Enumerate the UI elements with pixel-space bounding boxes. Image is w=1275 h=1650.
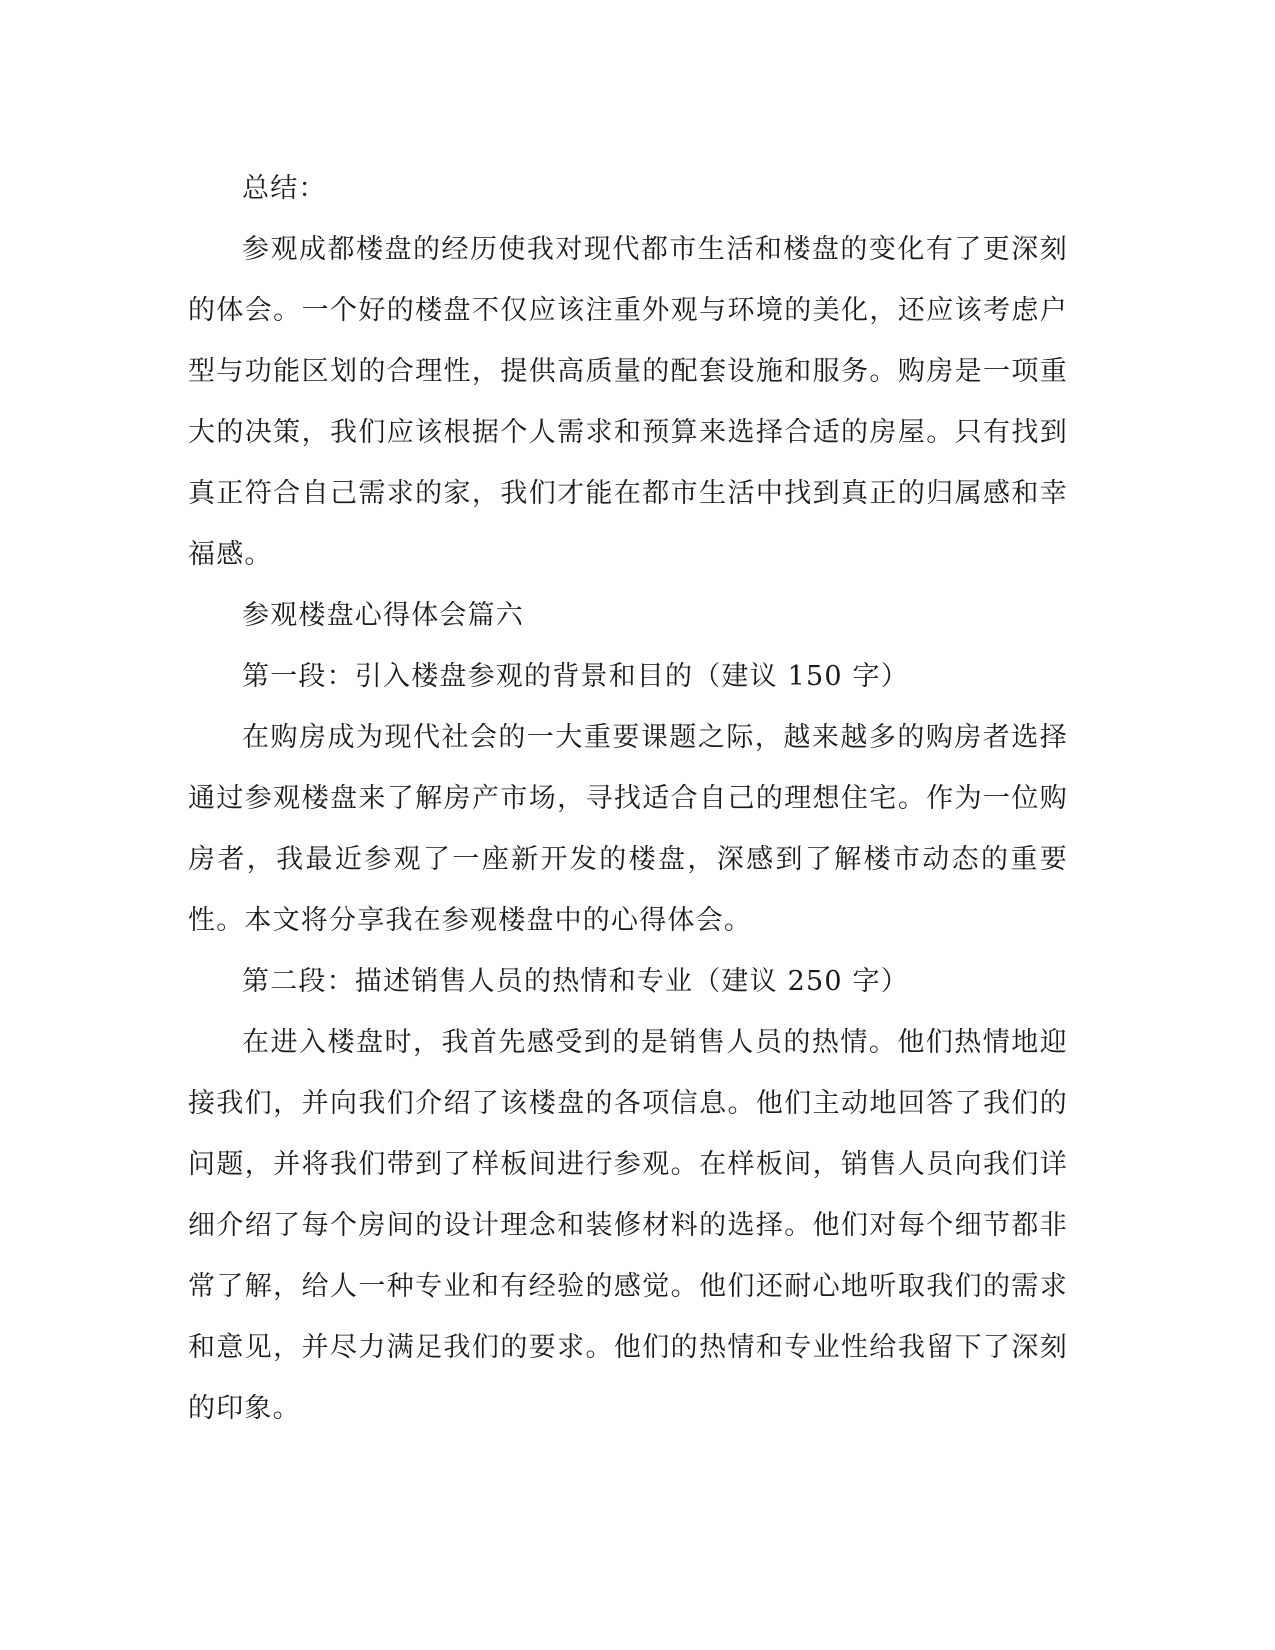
paragraph-two-body: 在进入楼盘时，我首先感受到的是销售人员的热情。他们热情地迎接我们，并向我们介绍了该楼盘的各项信息。他们主动地回答了我们的问题，并将我们带到了样板间进行参观。在样板间，销售人员向我们详细介绍了每个房间的设计理念和装修材料的选择。他们对每个细节都非常了解，给人一种专业和有经验的感觉。他们还耐心地听取我们的需求和意见，并尽力满足我们的要求。他们的热情和专业性给我留下了深刻的印象。 [188,1027,1068,1424]
summary-paragraph: 参观成都楼盘的经历使我对现代都市生活和楼盘的变化有了更深刻的体会。一个好的楼盘不仅应该注重外观与环境的美化，还应该考虑户型与功能区划的合理性，提供高质量的配套设施和服务。购房是一项重大的决策，我们应该根据个人需求和预算来选择合适的房屋。只有找到真正符合自己需求的家，我们才能在都市生活中找到真正的归属感和幸福感。 [188,234,1068,570]
summary-heading: 总结： [242,173,327,204]
section-title: 参观楼盘心得体会篇六 [242,600,524,631]
paragraph-one-body: 在购房成为现代社会的一大重要课题之际，越来越多的购房者选择通过参观楼盘来了解房产市场，寻找适合自己的理想住宅。作为一位购房者，我最近参观了一座新开发的楼盘，深感到了解楼市动态的重要性。本文将分享我在参观楼盘中的心得体会。 [188,722,1068,936]
document-body [188,158,1068,1439]
paragraph-two-heading: 第二段：描述销售人员的热情和专业（建议 250 字） [242,966,909,997]
paragraph-one-heading: 第一段：引入楼盘参观的背景和目的（建议 150 字） [242,661,909,692]
